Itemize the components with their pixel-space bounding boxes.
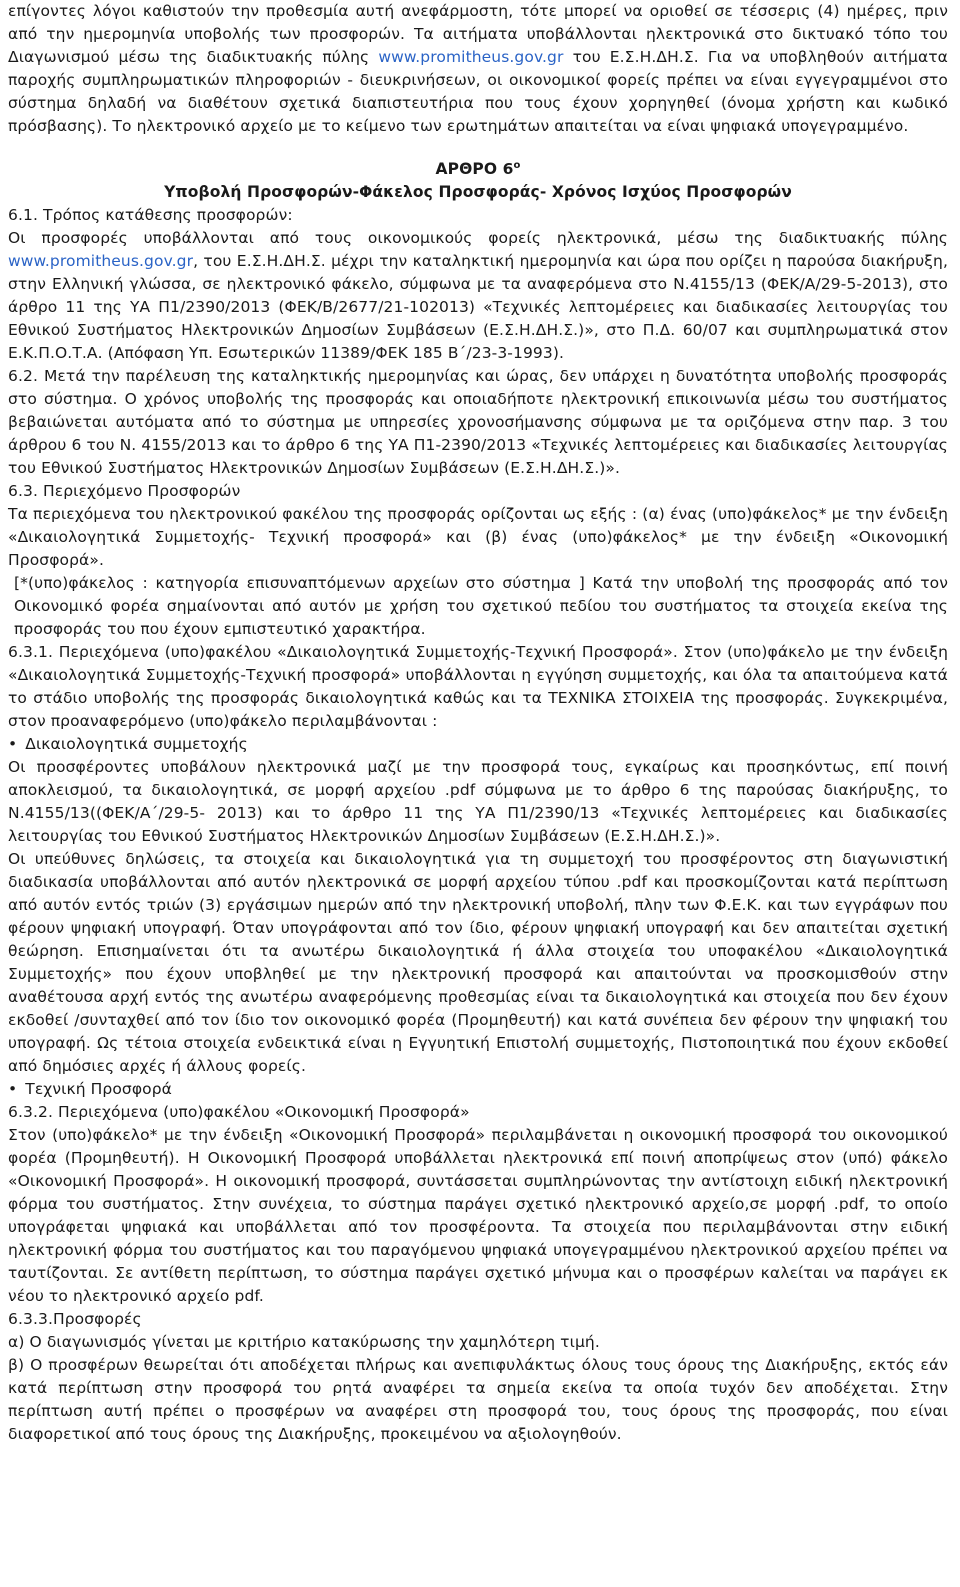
section-6-3-2-title: 6.3.2. Περιεχόμενα (υπο)φακέλου «Οικονομική Προσφορά» <box>8 1103 470 1121</box>
section-6-3-3-title: 6.3.3.Προσφορές <box>8 1310 142 1328</box>
bullet-technical-offer: • Τεχνική Προσφορά <box>8 1078 948 1101</box>
section-6-1-title: 6.1. Τρόπος κατάθεσης προσφορών: <box>8 206 293 224</box>
section-6-3-text: Τα περιεχόμενα του ηλεκτρονικού φακέλου της προσφοράς ορίζονται ως εξής : (α) ένας (υπο)φάκελος* με την ένδειξη «Δικαιολογητικά Συμμετοχής- Τεχνική προσφορά» και (β) ένας (υπο)φάκελος* με την ένδειξη «Οικονομική Προσφορά». <box>8 505 948 569</box>
section-6-2-text: 6.2. Μετά την παρέλευση της καταληκτικής ημερομηνίας και ώρας, δεν υπάρχει η δυνατότητα υποβολής προσφοράς στο σύστημα. Ο χρόνος υποβολής της προσφοράς και οποιαδήποτε ηλεκτρονική επικοινωνία μέσω του συστήματος βεβαιώνεται αυτόματα από το σύστημα με υπηρεσίες χρονοσήμανσης σύμφωνα με τα οριζόμενα στην παρ. 3 του άρθρου 6 του Ν. 4155/2013 και το άρθρο 6 της ΥΑ Π1-2390/2013 «Τεχνικές λεπτομέρειες και διαδικασίες λειτουργίας του Εθνικού Συστήματος Ηλεκτρονικών Δημοσίων Συμβάσεων (Ε.Σ.Η.ΔΗ.Σ.)». <box>8 367 948 477</box>
section-6-3-3-item-a: α) Ο διαγωνισμός γίνεται με κριτήριο κατακύρωσης την χαμηλότερη τιμή. <box>8 1333 600 1351</box>
section-6-1-text-a: Οι προσφορές υποβάλλονται από τους οικονομικούς φορείς ηλεκτρονικά, μέσω της διαδικτυακής πύλης <box>8 229 948 247</box>
section-6-3-1-para-b: Οι υπεύθυνες δηλώσεις, τα στοιχεία και δικαιολογητικά για τη συμμετοχή του προσφέροντος στη διαγωνιστική διαδικασία υποβάλλονται από αυτόν ηλεκτρονικά σε μορφή αρχείου τύπου .pdf και προσκομίζονται κατά περίπτωση από αυτόν εντός τριών (3) εργάσιμων ημερών από την ηλεκτρονική υποβολή, πλην των Φ.Ε.Κ. και των εγγράφων που φέρουν ψηφιακή υπογραφή. Όταν υπογράφονται από τον ίδιο, φέρουν ψηφιακή υπογραφή και δεν απαιτείται σχετική θεώρηση. Επισημαίνεται ότι τα ανωτέρω δικαιολογητικά ή άλλα στοιχεία του υποφακέλου «Δικαιολογητικά Συμμετοχής» που έχουν υποβληθεί με την ηλεκτρονική προσφορά και απαιτούνται να προσκομισθούν στην αναθέτουσα αρχή εντός της ανωτέρω αναφερόμενης προθεσμίας είναι τα δικαιολογητικά και στοιχεία που δεν έχουν εκδοθεί /συνταχθεί από τον ίδιο τον οικονομικό φορέα (Προμηθευτή) και κατά συνέπεια δεν φέρουν την ψηφιακή του υπογραφή. Ως τέτοια στοιχεία ενδεικτικά είναι η Εγγυητική Επιστολή συμμετοχής, Πιστοποιητικά που έχουν εκδοθεί από δημόσιες αρχές ή άλλους φορείς. <box>8 850 948 1075</box>
intro-text-a: επίγοντες λόγοι καθιστούν την προθεσμία αυτή ανεφάρμοστη, τότε μπορεί να οριοθεί σε τέσσερις (4) ημέρες, πριν από την ημερομηνία υποβολής των προσφορών. Τα αιτήματα υποβάλλονται ηλεκτρονικά στο δικτυακό τόπο του Διαγωνισμού μέσω της διαδικτυακής πύλης <box>8 2 948 66</box>
promitheus-link-2[interactable]: www.promitheus.gov.gr <box>8 252 194 270</box>
section-6-3-1-text: 6.3.1. Περιεχόμενα (υπο)φακέλου «Δικαιολογητικά Συμμετοχής-Τεχνική Προσφορά». Στον (υπο)φάκελο με την ένδειξη «Δικαιολογητικά Συμμετοχής-Τεχνική προσφορά» υποβάλλονται η εγγύηση συμμετοχής, και όλα τα απαιτούμενα κατά το στάδιο υποβολής της προσφοράς δικαιολογητικά καθώς και τα ΤΕΧΝΙΚΑ ΣΤΟΙΧΕΙΑ της προσφοράς. Συγκεκριμένα, στον προαναφερόμενο (υπο)φάκελο περιλαμβάνονται : <box>8 643 948 730</box>
article-heading <box>8 158 948 181</box>
promitheus-link[interactable]: www.promitheus.gov.gr <box>378 48 564 66</box>
section-6-3-title: 6.3. Περιεχόμενο Προσφορών <box>8 482 241 500</box>
intro-paragraph <box>8 0 948 138</box>
intro-text-b: του Ε.Σ.Η.ΔΗ.Σ. Για να υποβληθούν αιτήματα παροχής συμπληρωματικών πληροφοριών - διευκρινήσεων, οι οικονομικοί φορείς πρέπει να είναι εγγεγραμμένοι στο σύστημα δηλαδή να διαθέτουν σχετικά διαπιστευτήρια που τους έχουν χορηγηθεί (όνομα χρήστη και κωδικό πρόσβασης). Το ηλεκτρονικό αρχείο με το κείμενο των ερωτημάτων απαιτείται να είναι ψηφιακά υπογεγραμμένο. <box>8 48 949 135</box>
section-6-1-text <box>8 227 948 365</box>
article-number: ΑΡΘΡΟ 6 <box>435 160 514 178</box>
section-6-1-text-b: , του Ε.Σ.Η.ΔΗ.Σ. μέχρι την καταληκτική ημερομηνία και ώρα που ορίζει η παρούσα διακήρυξη, στην Ελληνική γλώσσα, σε ηλεκτρονικό φάκελο, σύμφωνα με τα αναφερόμενα στο Ν.4155/13 (ΦΕΚ/Α/29-5-2013), στο άρθρο 11 της ΥΑ Π1/2390/2013 (ΦΕΚ/Β/2677/21-102013) «Τεχνικές λεπτομέρειες και διαδικασίες λειτουργίας του Εθνικού Συστήματος Ηλεκτρονικών Δημοσίων Συμβάσεων (Ε.Σ.Η.ΔΗ.Σ.)», στο Π.Δ. 60/07 και συμπληρωματικά στον Ε.Κ.Π.Ο.Τ.Α. (Απόφαση Υπ. Εσωτερικών 11389/ΦΕΚ 185 Β΄/23-3-1993). <box>8 252 948 362</box>
section-6-3-3-item-b: β) Ο προσφέρων θεωρείται ότι αποδέχεται πλήρως και ανεπιφυλάκτως όλους τους όρους της Διακήρυξης, εκτός εάν κατά περίπτωση στην προσφορά του ρητά αναφέρει τα σημεία εκείνα τα οποία τυχόν δεν αποδέχεται. Στην περίπτωση αυτή πρέπει ο προσφέρων να αναφέρει στη προσφορά του, τους όρους της προσφοράς, που είναι διαφορετικοί από τους όρους της Διακήρυξης, προκειμένου να αξιολογηθούν. <box>8 1356 948 1443</box>
section-6-3-1-para-a: Οι προσφέροντες υποβάλουν ηλεκτρονικά μαζί με την προσφορά τους, εγκαίρως και προσηκόντως, επί ποινή αποκλεισμού, τα δικαιολογητικά, σε μορφή αρχείου .pdf σύμφωνα με το άρθρο 6 της παρούσας διακήρυξης, το Ν.4155/13((ΦΕΚ/Α΄/29-5- 2013) και το άρθρο 11 της ΥΑ Π1/2390/13 «Τεχνικές λεπτομέρειες και διαδικασίες λειτουργίας του Εθνικού Συστήματος Ηλεκτρονικών Δημοσίων Συμβάσεων (Ε.Σ.Η.ΔΗ.Σ.)». <box>8 758 948 845</box>
section-6-3-note: [*(υπο)φάκελος : κατηγορία επισυναπτόμενων αρχείων στο σύστημα ] Κατά την υποβολή της προσφοράς από τον Οικονομικό φορέα σημαίνονται από αυτόν με χρήση του σχετικού πεδίου του συστήματος τα στοιχεία εκείνα της προσφοράς του που έχουν εμπιστευτικό χαρακτήρα. <box>14 574 948 638</box>
section-6-3-2-text: Στον (υπο)φάκελο* με την ένδειξη «Οικονομική Προσφορά» περιλαμβάνεται η οικονομική προσφορά του οικονομικού φορέα (Προμηθευτή). Η Οικονομική Προσφορά υποβάλλεται ηλεκτρονικά επί ποινή αποπρίψεως στον (υπό) φάκελο «Οικονομική Προσφορά». Η οικονομική προσφορά, συντάσσεται συμπληρώνοντας την αντίστοιχη ειδική ηλεκτρονική φόρμα του συστήματος. Στην συνέχεια, το σύστημα παράγει σχετικό ηλεκτρονικό αρχείο,σε μορφή .pdf, το οποίο υπογράφεται ψηφιακά και υποβάλλεται από τον προσφέροντα. Τα στοιχεία που περιλαμβάνονται στην ειδική ηλεκτρονική φόρμα του συστήματος και του παραγόμενου ψηφιακά υπογεγραμμένου ηλεκτρονικού αρχείου πρέπει να ταυτίζονται. Σε αντίθετη περίπτωση, το σύστημα παράγει σχετικό μήνυμα και ο προσφέρων καλείται να παράγει εκ νέου το ηλεκτρονικό αρχείο pdf. <box>8 1126 948 1305</box>
article-subheading: Υποβολή Προσφορών-Φάκελος Προσφοράς- Χρόνος Ισχύος Προσφορών <box>164 183 792 201</box>
article-number-ordinal: ο <box>513 159 521 171</box>
bullet-participation-docs: • Δικαιολογητικά συμμετοχής <box>8 733 948 756</box>
